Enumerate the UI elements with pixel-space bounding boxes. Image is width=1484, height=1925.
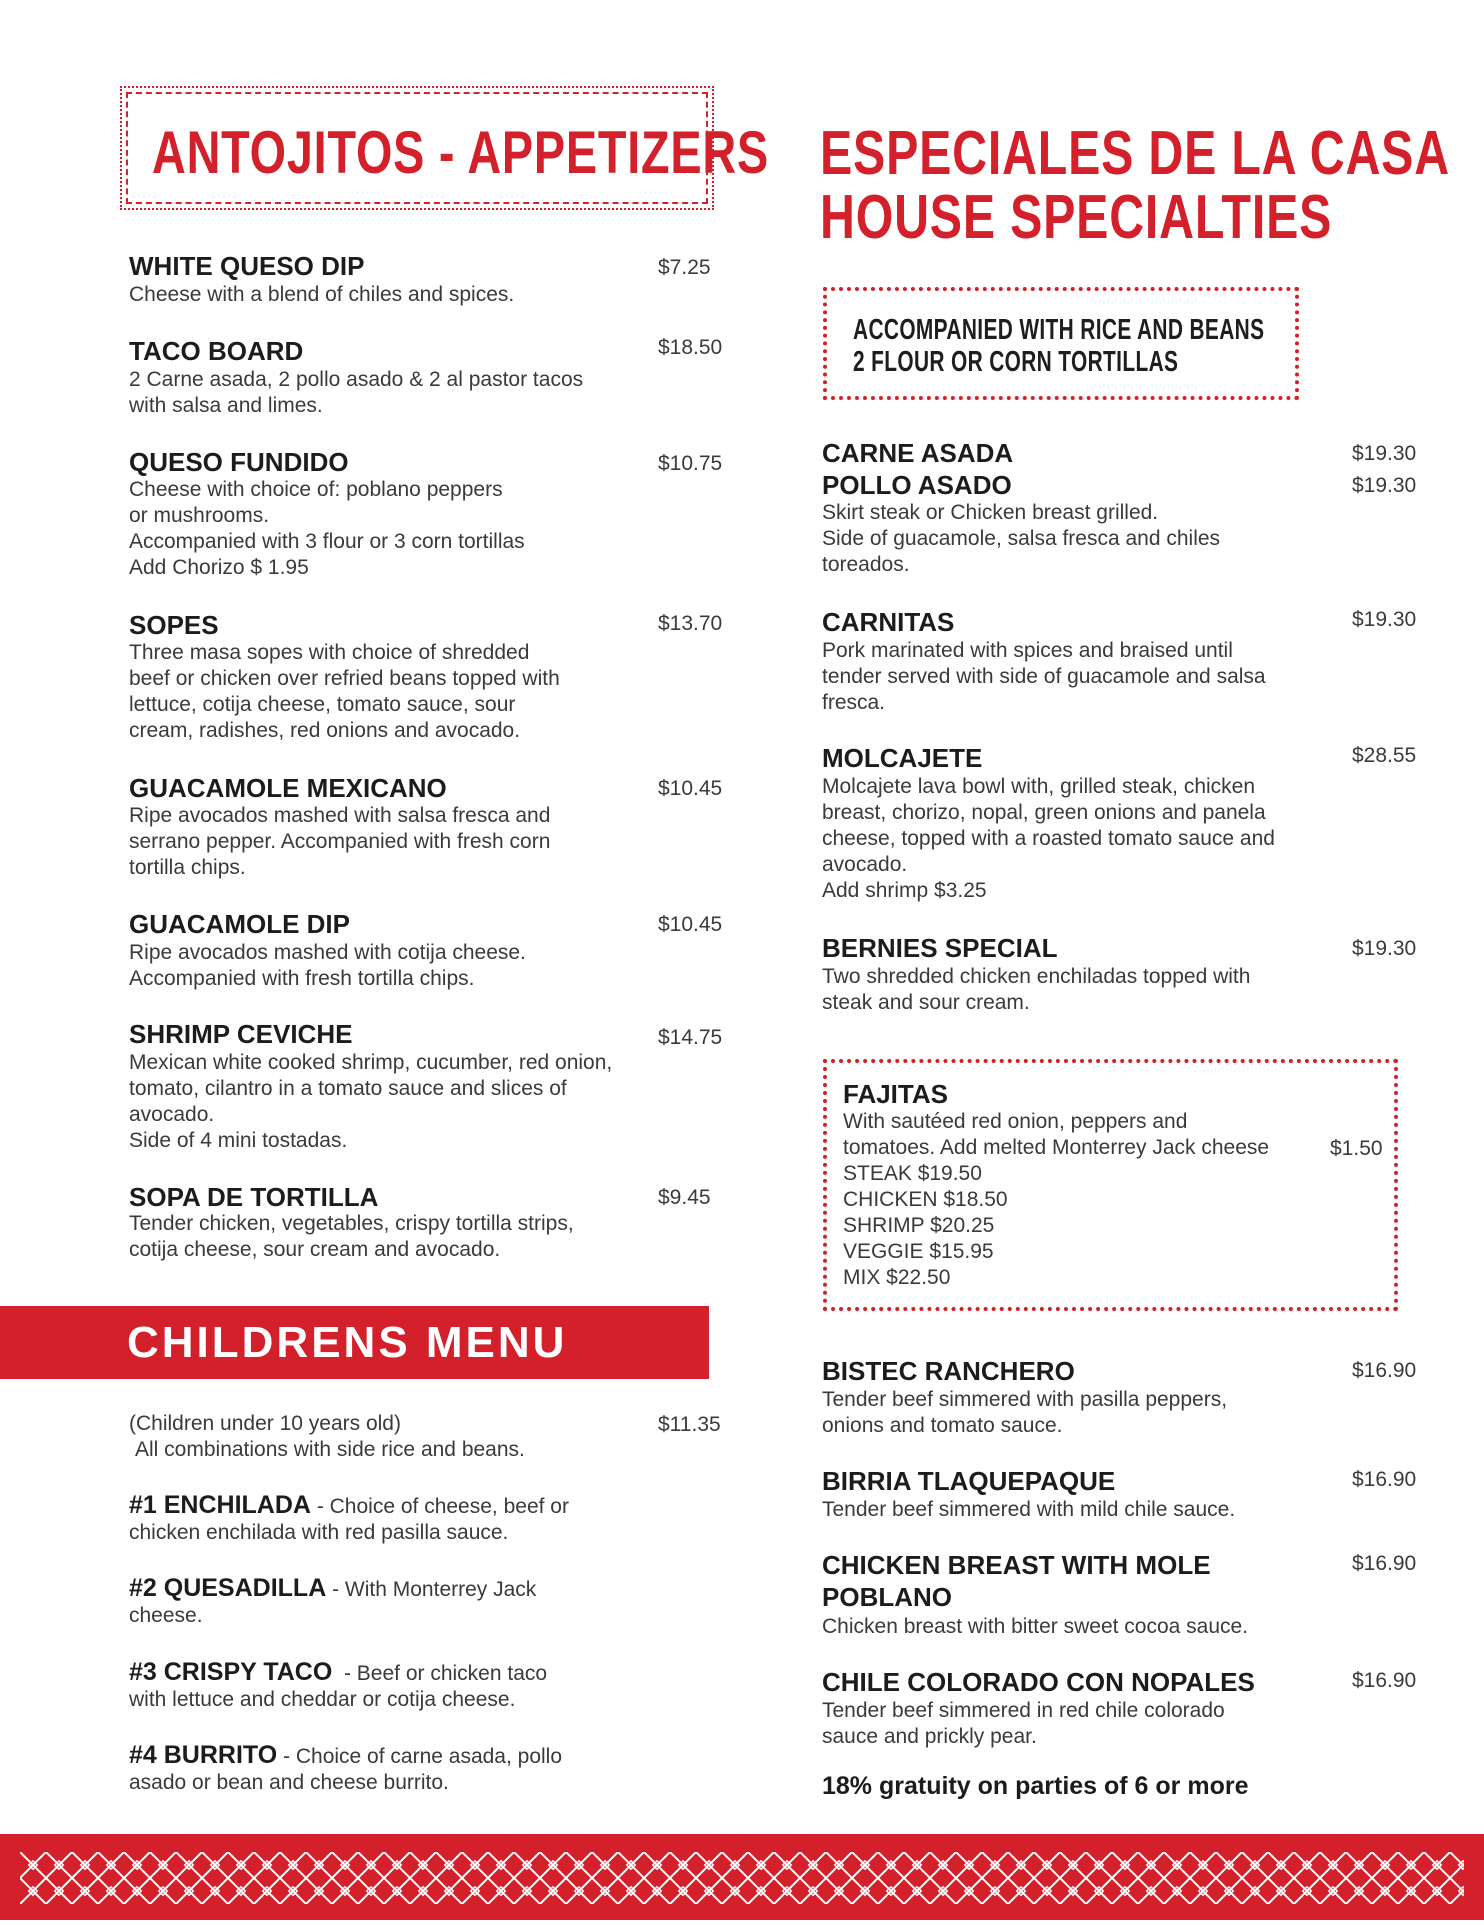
menu-item-description: Chicken breast with bitter sweet cocoa sauce. — [822, 1615, 1249, 1638]
childrens-combo: #1 ENCHILADA - Choice of cheese, beef or chicken enchilada with red pasilla sauce. — [129, 1491, 569, 1544]
menu-item-name: WHITE QUESO DIP — [129, 251, 365, 281]
gratuity-note: 18% gratuity on parties of 6 or more — [822, 1772, 1249, 1800]
childrens-combo: #3 CRISPY TACO - Beef or chicken taco with lettuce and cheddar or cotija cheese. — [129, 1658, 548, 1711]
menu-item-name: SHRIMP CEVICHE — [129, 1019, 353, 1049]
menu-item-description: Cheese with a blend of chiles and spices. — [129, 283, 515, 306]
menu-item-description: Tender beef simmered with pasilla peppers, onions and tomato sauce. — [822, 1388, 1228, 1437]
specials-title-spanish: ESPECIALES DE LA CASA — [820, 119, 1450, 188]
menu-item-name: GUACAMOLE DIP — [129, 909, 350, 939]
menu-item-name: QUESO FUNDIDO — [129, 447, 349, 477]
accompanied-line: ACCOMPANIED WITH RICE AND BEANS — [853, 314, 1265, 346]
menu-item-description: Skirt steak or Chicken breast grilled. Side of guacamole, salsa fresca and chiles toreados. — [822, 501, 1221, 576]
menu-item-price: $16.90 — [1352, 1468, 1417, 1491]
menu-item-description: Molcajete lava bowl with, grilled steak, chicken breast, chorizo, nopal, green onions and panela cheese, topped with a roasted tomato sauce and avocado. Add shrimp $3.25 — [822, 775, 1275, 902]
childrens-note: (Children under 10 years old) All combinations with side rice and beans. — [129, 1412, 525, 1461]
menu-item-name: GUACAMOLE MEXICANO — [129, 773, 447, 803]
menu-item-name: BERNIES SPECIAL — [822, 933, 1058, 963]
menu-item-name: MOLCAJETE — [822, 743, 983, 773]
menu-item-price: $16.90 — [1352, 1359, 1417, 1382]
menu-item-description: Two shredded chicken enchiladas topped with steak and sour cream. — [822, 965, 1251, 1014]
menu-item-name: CHILE COLORADO CON NOPALES — [822, 1667, 1255, 1697]
menu-item-price: $10.75 — [658, 452, 723, 475]
menu-item-description: Three masa sopes with choice of shredded beef or chicken over refried beans topped with lettuce, cotija cheese, tomato sauce, sour cream, radishes, red onions and avocado. — [129, 641, 560, 742]
menu-item-description: Tender beef simmered with mild chile sauce. — [822, 1498, 1236, 1521]
childrens-combo: #4 BURRITO - Choice of carne asada, pollo asado or bean and cheese burrito. — [129, 1741, 563, 1794]
menu-item-name: CHICKEN BREAST WITH MOLE — [822, 1550, 1211, 1580]
accompanied-line: 2 FLOUR OR CORN TORTILLAS — [853, 346, 1179, 378]
menu-item-name: POBLANO — [822, 1582, 952, 1612]
menu-item-price: $19.30 — [1352, 608, 1417, 631]
appetizers-title: ANTOJITOS - APPETIZERS — [152, 119, 769, 186]
menu-item-price: $10.45 — [658, 777, 723, 800]
specials-title-english: HOUSE SPECIALTIES — [820, 183, 1333, 252]
menu-item-name: BISTEC RANCHERO — [822, 1356, 1075, 1386]
menu-item-description: Ripe avocados mashed with salsa fresca and serrano pepper. Accompanied with fresh corn tortilla chips. — [129, 804, 551, 879]
childrens-combo: #2 QUESADILLA - With Monterrey Jack cheese. — [129, 1574, 537, 1627]
menu-item-price: $19.30 — [1352, 937, 1417, 960]
childrens-menu-title: CHILDRENS MENU — [127, 1318, 568, 1367]
fajitas-cheese-price: $1.50 — [1330, 1137, 1383, 1160]
menu-item-price: $18.50 — [658, 336, 723, 359]
footer-pattern-band — [0, 1834, 1484, 1920]
menu-item-price: $16.90 — [1352, 1669, 1417, 1692]
menu-item-price: $19.30 — [1352, 442, 1417, 465]
menu-item-description: Tender chicken, vegetables, crispy tortilla strips, cotija cheese, sour cream and avocado. — [129, 1212, 574, 1261]
menu-item-name: BIRRIA TLAQUEPAQUE — [822, 1466, 1116, 1496]
menu-item-name: TACO BOARD — [129, 336, 304, 366]
menu-item-price: $14.75 — [658, 1026, 723, 1049]
fajitas-description: With sautéed red onion, peppers and tomatoes. Add melted Monterrey Jack cheese STEAK $19.50 CHICKEN $18.50 SHRIMP $20.25 VEGGIE $15.95 MIX $22.50 — [843, 1110, 1270, 1289]
menu-item-price: $7.25 — [658, 256, 711, 279]
menu-item-name: SOPA DE TORTILLA — [129, 1182, 379, 1212]
menu-item-name: CARNITAS — [822, 607, 955, 637]
menu-item-description: Pork marinated with spices and braised until tender served with side of guacamole and salsa fresca. — [822, 639, 1266, 714]
menu-item-description: Tender beef simmered in red chile colorado sauce and prickly pear. — [822, 1699, 1225, 1748]
menu-item-price: $16.90 — [1352, 1552, 1417, 1575]
menu-item-description: Ripe avocados mashed with cotija cheese. Accompanied with fresh tortilla chips. — [129, 941, 526, 990]
lattice-pattern-icon — [0, 1834, 1484, 1920]
menu-item-description: Cheese with choice of: poblano peppers or mushrooms. Accompanied with 3 flour or 3 corn tortillas Add Chorizo $ 1.95 — [129, 478, 525, 579]
menu-item-name: FAJITAS — [843, 1079, 948, 1109]
menu-item-price: $9.45 — [658, 1186, 711, 1209]
menu-item-name: SOPES — [129, 610, 219, 640]
menu-item-description: Mexican white cooked shrimp, cucumber, red onion, tomato, cilantro in a tomato sauce and slices of avocado. Side of 4 mini tostadas. — [129, 1051, 613, 1152]
childrens-price: $11.35 — [658, 1413, 721, 1436]
menu-item-price: $28.55 — [1352, 744, 1417, 767]
menu-item-name: POLLO ASADO — [822, 470, 1012, 500]
menu-item-price: $10.45 — [658, 913, 723, 936]
menu-item-price: $13.70 — [658, 612, 723, 635]
menu-item-name: CARNE ASADA — [822, 438, 1014, 468]
menu-item-price: $19.30 — [1352, 474, 1417, 497]
menu-item-description: 2 Carne asada, 2 pollo asado & 2 al pastor tacos with salsa and limes. — [129, 368, 584, 417]
